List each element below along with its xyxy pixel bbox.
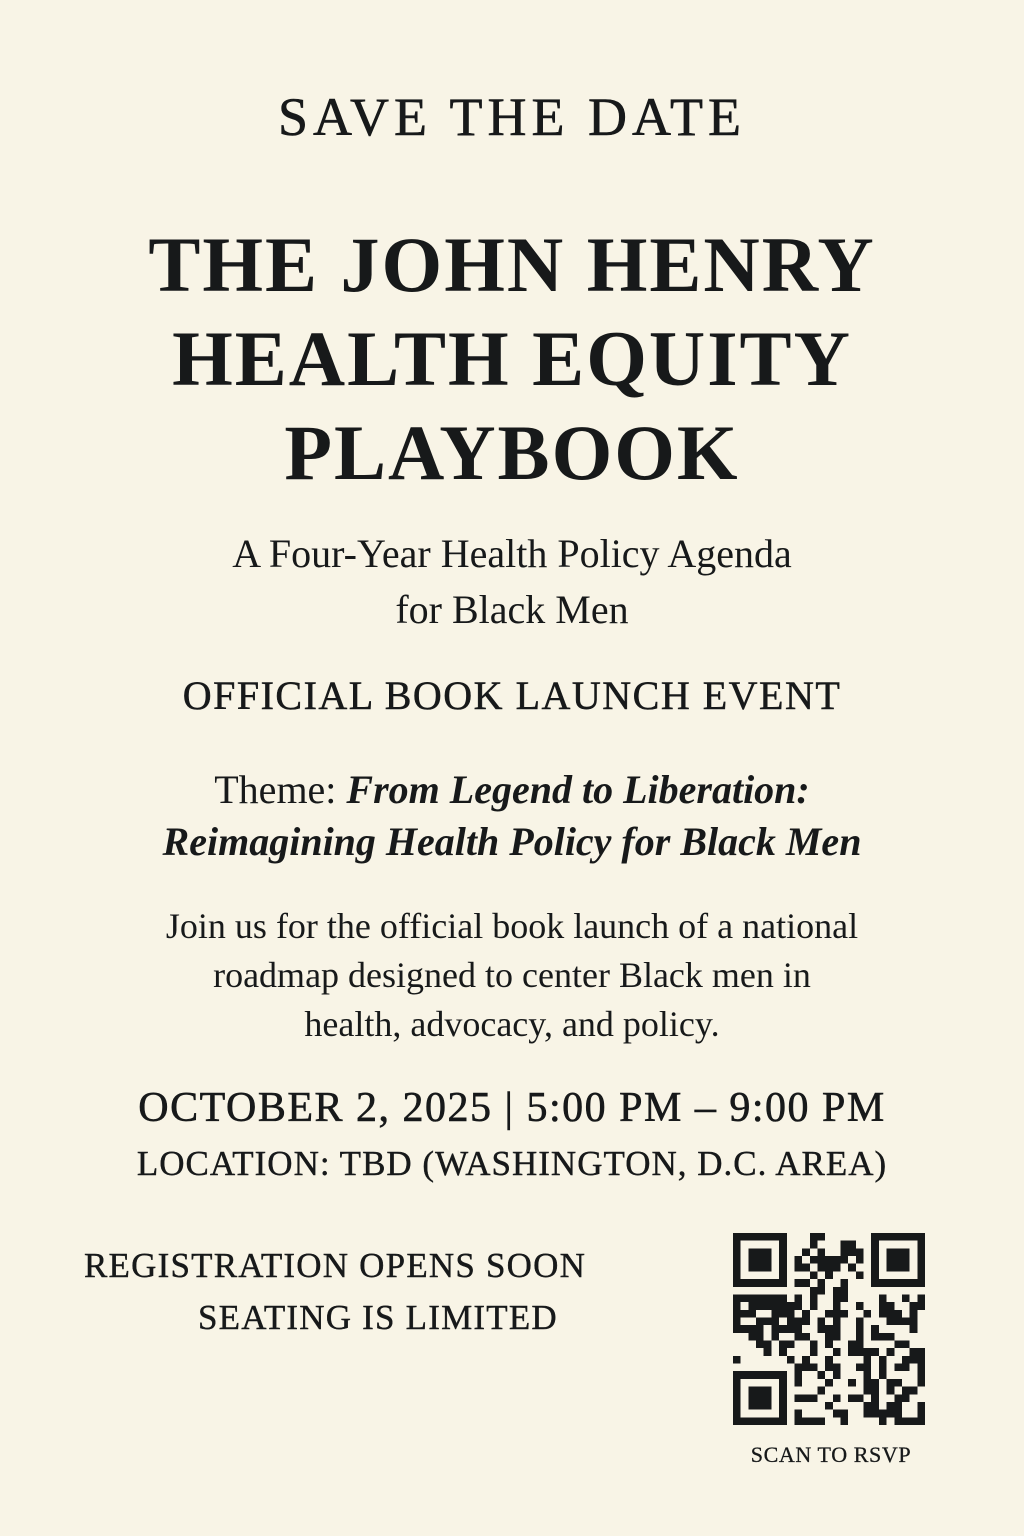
- book-subtitle-line-2: for Black Men: [395, 587, 629, 632]
- description-line-1: Join us for the official book launch of a national: [165, 906, 859, 946]
- scan-to-rsvp-label: SCAN TO RSVP: [750, 1442, 912, 1467]
- save-the-date-heading: SAVE THE DATE: [277, 87, 747, 147]
- description-line-3: health, advocacy, and policy.: [304, 1004, 720, 1044]
- event-location: LOCATION: TBD (WASHINGTON, D.C. AREA): [136, 1144, 888, 1183]
- book-title-line-2: HEALTH EQUITY: [172, 315, 852, 402]
- book-title: [0, 218, 1024, 500]
- theme-prefix: Theme:: [214, 767, 347, 812]
- theme-title-line-2: Reimagining Health Policy for Black Men: [162, 819, 862, 864]
- event-date-time: OCTOBER 2, 2025 | 5:00 PM – 9:00 PM: [138, 1085, 886, 1131]
- description-line-2: roadmap designed to center Black men in: [213, 955, 811, 995]
- qr-code-icon[interactable]: [733, 1233, 925, 1425]
- event-theme: [0, 762, 1024, 818]
- book-title-line-3: PLAYBOOK: [284, 409, 740, 496]
- event-description: [0, 902, 1024, 1049]
- book-subtitle: [0, 526, 1024, 638]
- registration-notice: REGISTRATION OPENS SOON: [84, 1246, 587, 1285]
- book-title-line-1: THE JOHN HENRY: [148, 221, 876, 308]
- book-subtitle-line-1: A Four-Year Health Policy Agenda: [232, 531, 792, 576]
- theme-title-line-1: From Legend to Liberation:: [346, 767, 810, 812]
- event-label: OFFICIAL BOOK LAUNCH EVENT: [182, 673, 842, 718]
- seating-notice: SEATING IS LIMITED: [198, 1298, 558, 1337]
